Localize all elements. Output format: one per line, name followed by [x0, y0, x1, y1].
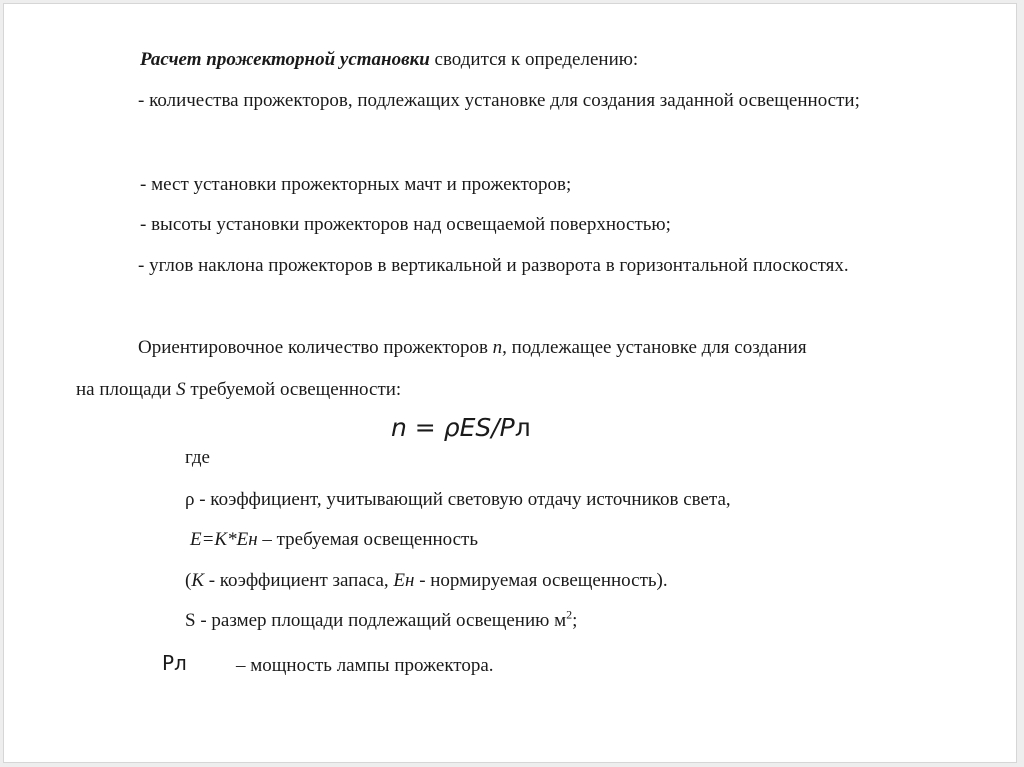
para-line1-b: , подлежащее установке для создания: [502, 337, 807, 358]
def-s-end: ;: [572, 610, 578, 631]
def-en-sym: Ен: [393, 570, 415, 591]
var-n: n: [492, 337, 503, 358]
def-en-text: - нормируемая освещенность).: [414, 570, 668, 591]
def-pl-text: – мощность лампы прожектора.: [236, 655, 494, 676]
formula-eq: =: [406, 413, 444, 442]
def-e: [190, 529, 478, 550]
def-s: [185, 607, 578, 631]
defs-where: где: [185, 447, 210, 468]
item-angles: - углов наклона прожекторов в вертикальной и разворота в горизонтальной плоскостях.: [138, 255, 849, 276]
def-e-formula: E=K*Ен: [190, 529, 258, 550]
formula-rhs: ρES/P: [443, 413, 515, 442]
def-rho: ρ - коэффициент, учитывающий световую отдачу источников света,: [185, 489, 731, 510]
para-line-2: [76, 379, 401, 400]
def-k-open: (: [185, 570, 192, 591]
item-heights: - высоты установки прожекторов над освещаемой поверхностью;: [140, 214, 671, 235]
def-k: [185, 570, 668, 591]
para-line2-b: требуемой освещенности:: [185, 379, 402, 400]
para-line-1: [138, 337, 807, 358]
para-line1-a: Ориентировочное количество прожекторов: [138, 337, 493, 358]
formula: [391, 414, 531, 442]
intro-rest: сводится к определению:: [429, 49, 639, 70]
def-pl-symbol: Рл: [162, 651, 187, 675]
intro-line: [140, 49, 638, 70]
def-e-text: – требуемая освещенность: [257, 529, 479, 550]
var-s: S: [176, 379, 186, 400]
item-locations: - мест установки прожекторных мачт и прожекторов;: [140, 174, 572, 195]
def-s-text: S - размер площади подлежащий освещению м: [185, 610, 567, 631]
slide-page: [3, 3, 1017, 763]
intro-heading: Расчет прожекторной установки: [140, 49, 430, 70]
def-s-sup: 2: [566, 607, 573, 622]
formula-lhs: n: [391, 413, 407, 442]
def-k-text: - коэффициент запаса,: [203, 570, 394, 591]
item-quantity: - количества прожекторов, подлежащих установке для создания заданной освещенности;: [138, 90, 860, 111]
def-k-sym: К: [191, 570, 204, 591]
para-line2-a: на площади: [76, 379, 177, 400]
formula-sub: л: [514, 413, 531, 442]
